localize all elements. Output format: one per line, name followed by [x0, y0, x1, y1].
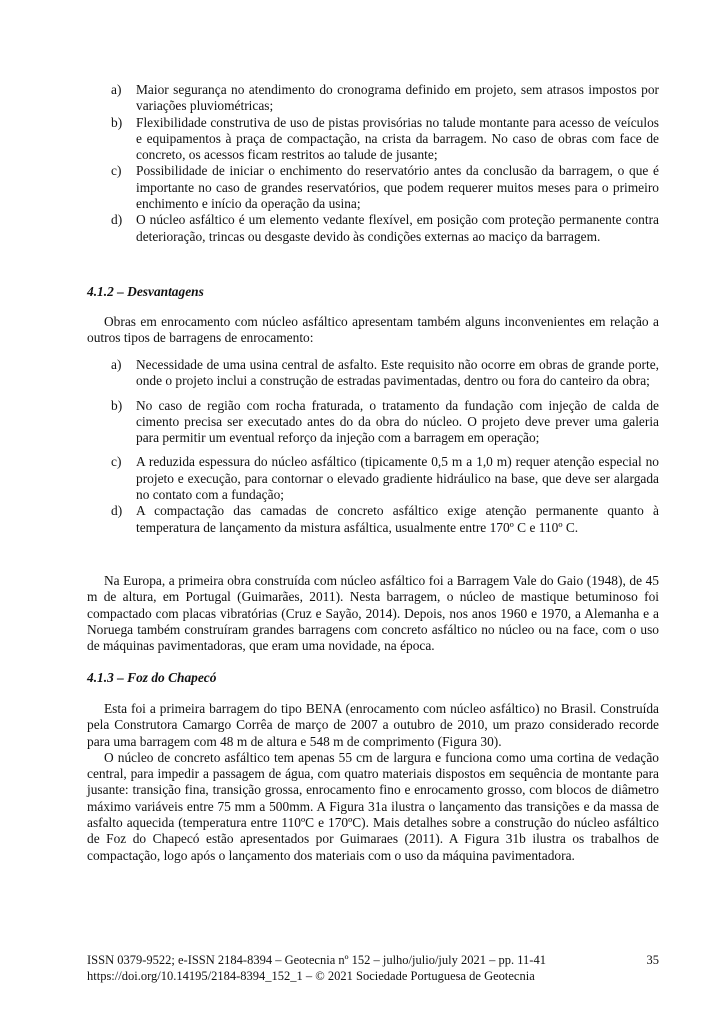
list-text: Necessidade de uma usina central de asfalto. Este requisito não ocorre em obras de grande porte, onde o projeto inclui a construção de estradas pavimentadas, dentro ou fora do canteiro da obra;	[136, 357, 659, 389]
list-marker: c)	[111, 454, 122, 470]
list-marker: d)	[111, 212, 123, 228]
footer-doi-link[interactable]: https://doi.org/10.14195/2184-8394_152_1 – © 2021 Sociedade Portuguesa de Geotecnia	[87, 969, 535, 983]
europe-paragraph	[87, 573, 659, 654]
list-item	[87, 82, 659, 115]
list-item	[87, 163, 659, 212]
list-text: No caso de região com rocha fraturada, o tratamento da fundação com injeção de calda de cimento precisa ser executado antes do da obra do núcleo. O projeto deve prever uma galeria para permitir um eventual reforço da injeção com a barragem em operação;	[136, 397, 659, 446]
disadvantages-list	[87, 357, 659, 536]
list-marker: a)	[111, 357, 122, 372]
footer-journal-info: ISSN 0379-9522; e-ISSN 2184-8394 – Geotecnia nº 152 – julho/julio/july 2021 – pp. 11-41	[87, 953, 546, 967]
list-item	[87, 503, 659, 536]
advantages-list	[87, 82, 659, 245]
list-item	[87, 357, 659, 390]
list-text: A reduzida espessura do núcleo asfáltico (tipicamente 0,5 m a 1,0 m) requer atenção especial no projeto e execução, para contornar o elevado gradiente hidráulico na base, que deve ser alargada no contato com a fundação;	[136, 454, 659, 503]
list-text: O núcleo asfáltico é um elemento vedante flexível, em posição com proteção permanente contra deterioração, trincas ou desgaste devido às condições externas ao maciço da barragem.	[136, 212, 659, 244]
list-text: Flexibilidade construtiva de uso de pistas provisórias no talude montante para acesso de veículos e equipamentos à praça de compactação, na crista da barragem. No caso de obras com face de concreto, os acessos ficam restritos ao talude de jusante;	[136, 114, 659, 163]
intro-paragraph	[87, 314, 659, 347]
section-heading-foz-do-chapeco: 4.1.3 – Foz do Chapecó	[87, 670, 217, 685]
list-marker: b)	[111, 114, 123, 130]
list-item	[87, 454, 659, 503]
list-text: Possibilidade de iniciar o enchimento do reservatório antes da conclusão da barragem, o que é importante no caso de grandes reservatórios, que podem requerer muitos meses para o primeiro enchimento e início da operação da usina;	[136, 163, 659, 212]
list-marker: d)	[111, 503, 123, 519]
list-text: Maior segurança no atendimento do cronograma definido em projeto, sem atrasos impostos por variações pluviométricas;	[136, 82, 659, 114]
paragraph: Obras em enrocamento com núcleo asfáltico apresentam também alguns inconvenientes em relação a outros tipos de barragens de enrocamento:	[87, 314, 659, 346]
list-marker: a)	[111, 82, 122, 97]
page-number: 35	[646, 953, 659, 967]
paragraph: Esta foi a primeira barragem do tipo BENA (enrocamento com núcleo asfáltico) no Brasil. Construída pela Construtora Camargo Corrêa de março de 2007 a outubro de 2010, um prazo considerado recorde para uma barragem com 48 m de altura e 548 m de comprimento (Figura 30).	[87, 701, 659, 749]
list-item	[87, 398, 659, 447]
chapeco-paragraphs	[87, 701, 659, 864]
page-footer	[87, 952, 659, 984]
list-text: A compactação das camadas de concreto asfáltico exige atenção permanente quanto à temperatura de lançamento da mistura asfáltica, usualmente entre 170º C e 110º C.	[136, 503, 659, 535]
list-marker: c)	[111, 163, 122, 179]
paragraph: Na Europa, a primeira obra construída com núcleo asfáltico foi a Barragem Vale do Gaio (1948), de 45 m de altura, em Portugal (Guimarães, 2011). Nesta barragem, o núcleo de mastique betuminoso foi compactado com placas vibratórias (Cruz e Sayão, 2014). Depois, nos anos 1960 e 1970, a Alemanha e a Noruega também construíram grandes barragens com concreto asfáltico no núcleo ou na face, com o uso de máquinas pavimentadoras, que eram uma novidade, na época.	[87, 573, 659, 654]
list-item	[87, 115, 659, 164]
paragraph: O núcleo de concreto asfáltico tem apenas 55 cm de largura e funciona como uma cortina de vedação central, para impedir a passagem de água, com quatro materiais dispostos em sequência de montante para jusante: transição fina, transição grossa, enrocamento fino e enrocamento grosso, com blocos de diâmetro máximo variáveis entre 75 mm a 500mm. A Figura 31a ilustra o lançamento das transições e da massa de asfalto aquecida (temperatura entre 110ºC e 170ºC). Mais detalhes sobre a construção do núcleo asfáltico de Foz do Chapecó estão apresentados por Guimaraes (2011). A Figura 31b ilustra os trabalhos de compactação, logo após o lançamento dos materiais com o uso da máquina pavimentadora.	[87, 749, 659, 863]
list-marker: b)	[111, 397, 123, 413]
section-heading-desvantagens: 4.1.2 – Desvantagens	[87, 284, 204, 299]
list-item	[87, 212, 659, 245]
